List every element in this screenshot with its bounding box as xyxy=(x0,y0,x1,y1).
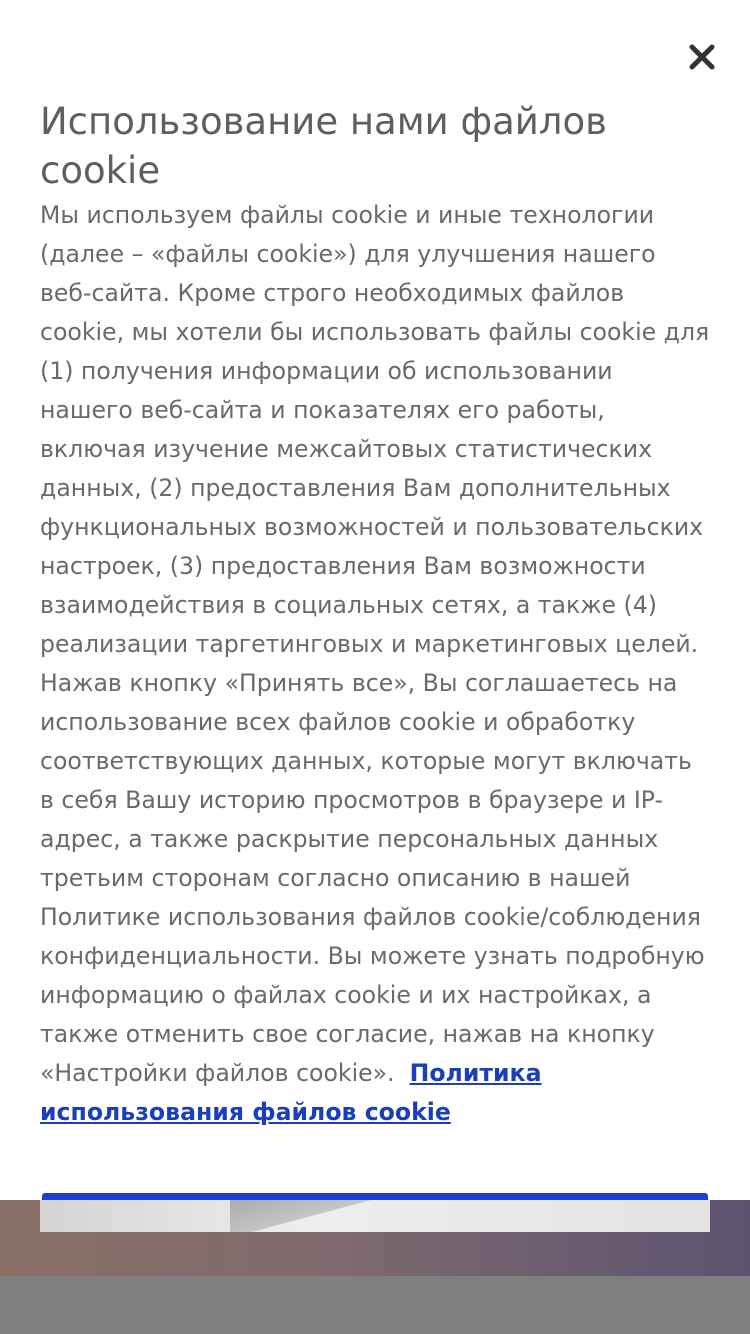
background-laptop-image xyxy=(40,1200,710,1232)
accept-all-button[interactable] xyxy=(42,1193,708,1200)
consent-description: Мы используем файлы cookie и иные технологии (далее – «файлы cookie») для улучшения нашего веб-сайта. Кроме строго необходимых файлов cookie, мы хотели бы использовать файлы cookie для (1) получения информации об использовании нашего веб-сайта и показателях его работы, включая изучение межсайтовых статистических данных, (2) предоставления Вам дополнительных функциональных возможностей и пользовательских настроек, (3) предоставления Вам возможности взаимодействия в социальных сетях, а также (4) реализации таргетинговых и маркетинговых целей. Нажав кнопку «Принять все», Вы соглашаетесь на использование всех файлов cookie и обработку соответствующих данных, которые могут включать в себя Вашу историю просмотров в браузере и IP-адрес, а также раскрытие персональных данных третьим сторонам согласно описанию в нашей Политике использования файлов cookie/соблюдения конфиденциальности. Вы можете узнать подробную информацию о файлах cookie и их настройках, а также отменить свое согласие, нажав на кнопку «Настройки файлов cookie». xyxy=(40,201,710,1087)
background-footer-band xyxy=(0,1276,750,1334)
dialog-title: Использование нами файлов cookie xyxy=(40,100,607,192)
close-icon xyxy=(682,37,722,77)
cookie-policy-link[interactable]: Политика использования файлов cookie xyxy=(40,1059,542,1126)
dialog-body-text xyxy=(40,196,712,1132)
close-button[interactable] xyxy=(682,37,722,77)
